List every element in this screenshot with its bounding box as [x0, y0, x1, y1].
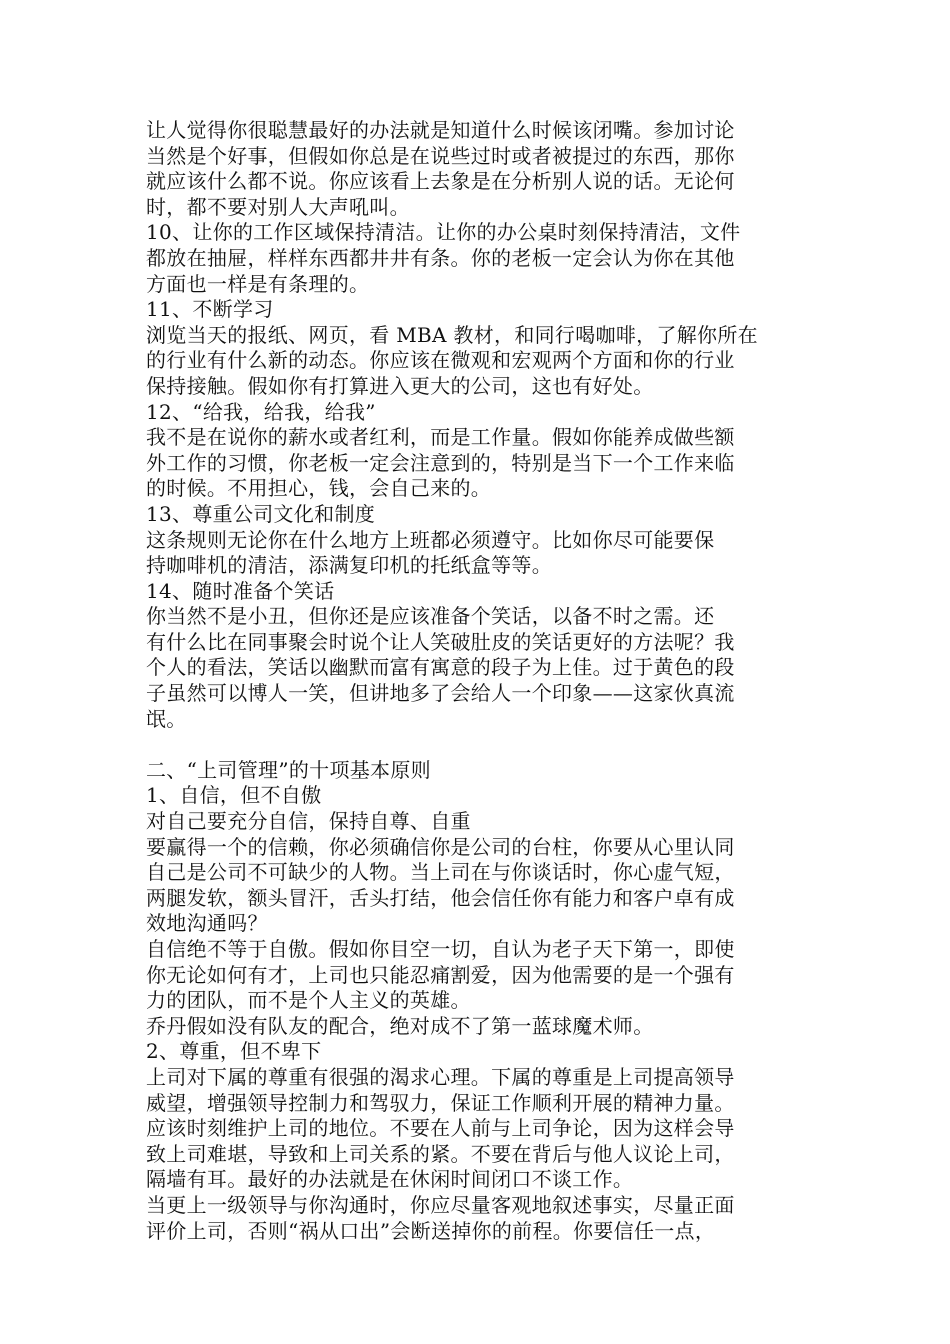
text-line: 就应该什么都不说。你应该看上去象是在分析别人说的话。无论何 [146, 169, 735, 194]
text-line: 自己是公司不可缺少的人物。当上司在与你谈话时，你心虚气短， [146, 860, 735, 885]
text-line: 让人觉得你很聪慧最好的办法就是知道什么时候该闭嘴。参加讨论 [146, 118, 735, 142]
text-line: 的行业有什么新的动态。你应该在微观和宏观两个方面和你的行业 [146, 348, 735, 373]
text-line: 有什么比在同事聚会时说个让人笑破肚皮的笑话更好的方法呢？我 [146, 629, 735, 654]
text-line: 子虽然可以博人一笑，但讲地多了会给人一个印象——这家伙真流 [146, 681, 735, 706]
text-line: 12、“给我，给我，给我” [146, 399, 376, 424]
text-line: 力的团队，而不是个人主义的英雄。 [146, 988, 471, 1013]
text-line: 11、不断学习 [146, 297, 274, 322]
text-line: 持咖啡机的清洁，添满复印机的托纸盒等等。 [146, 553, 552, 578]
text-line: 这条规则无论你在什么地方上班都必须遵守。比如你尽可能要保 [146, 527, 715, 552]
text-line: 要赢得一个的信赖，你必须确信你是公司的台柱，你要从心里认同 [146, 834, 735, 859]
text-line: 自信绝不等于自傲。假如你目空一切，自认为老子天下第一，即使 [146, 937, 735, 961]
text-line: 14、随时准备个笑话 [146, 578, 335, 603]
text-line: 致上司难堪，导致和上司关系的紧。不要在背后与他人议论上司， [146, 1141, 735, 1166]
blank-line [146, 732, 806, 758]
text-line: 的时候。不用担心，钱，会自己来的。 [146, 476, 492, 501]
text-line: 方面也一样是有条理的。 [146, 271, 370, 296]
text-line: 时，都不要对别人大声吼叫。 [146, 194, 410, 219]
text-line: 个人的看法，笑话以幽默而富有寓意的段子为上佳。过于黄色的段 [146, 655, 735, 680]
text-line: 1、自信，但不自傲 [146, 783, 322, 808]
text-line: 浏览当天的报纸、网页，看 MBA 教材，和同行喝咖啡，了解你所在 [146, 322, 758, 347]
text-line: 当更上一级领导与你沟通时，你应尽量客观地叙述事实，尽量正面 [146, 1192, 735, 1217]
text-line: 当然是个好事，但假如你总是在说些过时或者被提过的东西，那你 [146, 143, 735, 168]
text-line: 对自己要充分自信，保持自尊、自重 [146, 809, 471, 834]
text-line: 效地沟通吗？ [146, 911, 268, 936]
text-line: 两腿发软，额头冒汗，舌头打结，他会信任你有能力和客户卓有成 [146, 885, 735, 910]
text-line: 隔墙有耳。最好的办法就是在休闲时间闭口不谈工作。 [146, 1167, 634, 1192]
text-line: 上司对下属的尊重有很强的渴求心理。下属的尊重是上司提高领导 [146, 1064, 735, 1089]
text-line: 10、让你的工作区域保持清洁。让你的办公桌时刻保持清洁，文件 [146, 220, 741, 245]
text-line: 评价上司，否则“祸从口出”会断送掉你的前程。你要信任一点， [146, 1218, 716, 1243]
text-line: 2、尊重，但不卑下 [146, 1039, 322, 1064]
text-line: 威望，增强领导控制力和驾驭力，保证工作顺利开展的精神力量。 [146, 1090, 735, 1115]
document-body [146, 118, 806, 1244]
text-line: 外工作的习惯，你老板一定会注意到的，特别是当下一个工作来临 [146, 450, 735, 475]
text-line: 都放在抽屉，样样东西都井井有条。你的老板一定会认为你在其他 [146, 245, 735, 270]
text-line: 我不是在说你的薪水或者红利，而是工作量。假如你能养成做些额 [146, 425, 735, 450]
text-line: 保持接触。假如你有打算进入更大的公司，这也有好处。 [146, 373, 654, 398]
text-line: 应该时刻维护上司的地位。不要在人前与上司争论，因为这样会导 [146, 1116, 735, 1141]
text-line: 你无论如何有才，上司也只能忍痛割爱，因为他需要的是一个强有 [146, 962, 735, 987]
text-line: 乔丹假如没有队友的配合，绝对成不了第一蓝球魔术师。 [146, 1013, 654, 1038]
text-line: 你当然不是小丑，但你还是应该准备个笑话，以备不时之需。还 [146, 604, 715, 629]
text-line: 二、“上司管理”的十项基本原则 [146, 757, 431, 782]
text-line: 氓。 [146, 706, 187, 731]
text-line: 13、尊重公司文化和制度 [146, 501, 376, 526]
